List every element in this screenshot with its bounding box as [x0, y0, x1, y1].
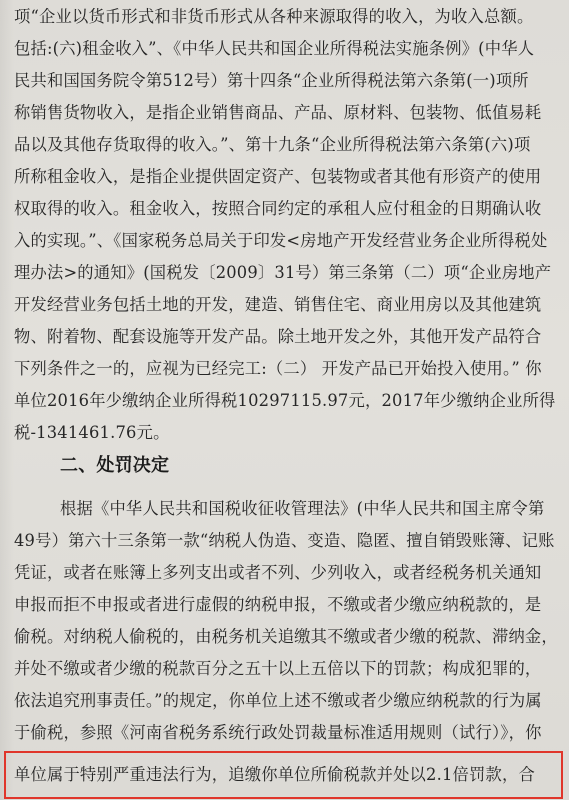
text-line-7: 权取得的收入。租金收入，按照合同约定的承租人应付租金的日期确认收: [14, 199, 542, 218]
text-line-17: 凭证，或者在账簿上多列支出或者不列、少列收入，或者经税务机关通知: [14, 563, 542, 582]
text-line-16: 49号）第六十三条第一款“纳税人伪造、变造、隐匿、擅自销毁账簿、记账: [14, 531, 555, 550]
text-line-20: 并处不缴或者少缴的税款百分之五十以上五倍以下的罚款；构成犯罪的，: [14, 659, 542, 678]
text-line-5: 品以及其他存货取得的收入。”、第十九条“企业所得税法第六条第(六)项: [14, 135, 531, 154]
text-line-13: 单位2016年少缴纳企业所得税10297115.97元，2017年少缴纳企业所得: [14, 391, 556, 410]
text-line-6: 所称租金收入，是指企业提供固定资产、包装物或者其他有形资产的使用: [14, 167, 542, 186]
text-line-10: 开发经营业务包括土地的开发，建造、销售住宅、商业用房以及其他建筑: [14, 295, 542, 314]
text-line-12: 下列条件之一的，应视为已经完工:（二） 开发产品已开始投入使用。” 你: [14, 359, 542, 378]
text-line-9: 理办法>的通知》(国税发〔2009〕31号）第三条第（二）项“企业房地产: [14, 263, 552, 282]
text-line-1: 项“企业以货币形式和非货币形式从各种来源取得的收入，为收入总额。: [14, 7, 534, 26]
text-line-23: 单位属于特别严重违法行为，追缴你单位所偷税款并处以2.1倍罚款，合: [14, 765, 535, 784]
text-line-11: 物、附着物、配套设施等开发产品。除土地开发之外，其他开发产品符合: [14, 327, 542, 346]
text-line-4: 称销售货物收入，是指企业销售商品、产品、原材料、包装物、低值易耗: [14, 103, 542, 122]
text-line-22: 于偷税，参照《河南省税务系统行政处罚裁量标准适用规则（试行）》，你: [14, 723, 542, 742]
text-line-8: 入的实现。”、《国家税务总局关于印发<房地产开发经营业务企业所得税处: [14, 231, 548, 250]
text-line-19: 偷税。对纳税人偷税的，由税务机关追缴其不缴或者少缴的税款、滞纳金，: [14, 627, 558, 646]
text-line-3: 民共和国国务院令第512号）第十四条“企业所得税法第六条第(一)项所: [14, 71, 529, 90]
text-line-18: 申报而拒不申报或者进行虚假的纳税申报，不缴或者少缴应纳税款的，是: [14, 595, 542, 614]
text-line-15: 根据《中华人民共和国税收征收管理法》(中华人民共和国主席令第: [60, 499, 545, 518]
text-line-14: 税-1341461.76元。: [14, 423, 170, 442]
text-line-2: 包括:(六)租金收入”、《中华人民共和国企业所得税法实施条例》(中华人: [14, 39, 535, 58]
section-heading: 二、处罚决定: [60, 455, 170, 476]
text-line-21: 依法追究刑事责任。”的规定，你单位上述不缴或者少缴应纳税款的行为属: [14, 691, 542, 710]
page-shadow: [0, 0, 14, 800]
